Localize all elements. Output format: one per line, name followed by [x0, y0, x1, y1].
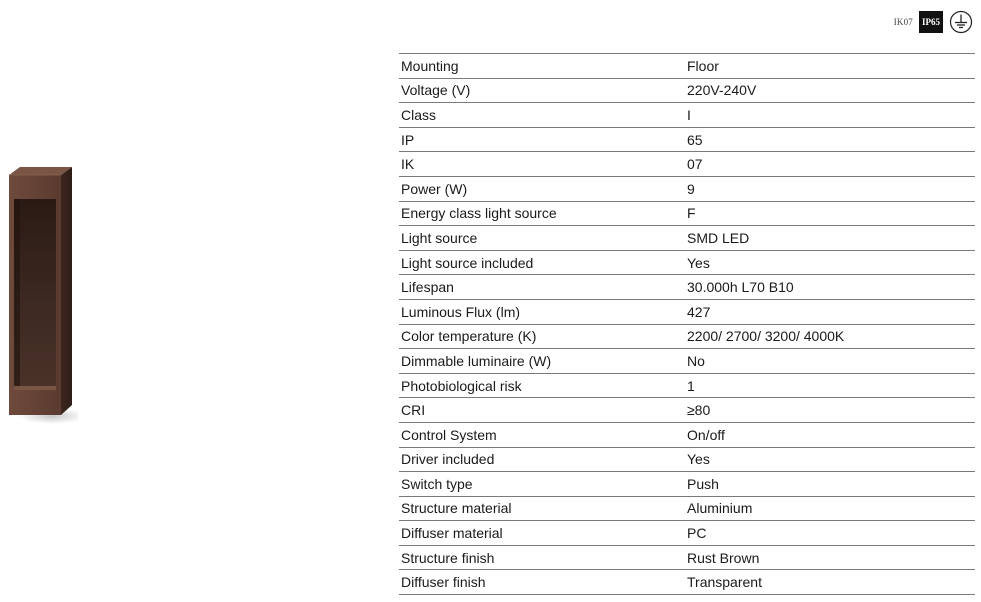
table-row	[399, 275, 975, 300]
table-row	[399, 349, 975, 374]
table-row	[399, 324, 975, 349]
spec-value: 07	[685, 152, 975, 177]
spec-value: I	[685, 103, 975, 128]
spec-label: Structure material	[399, 496, 685, 521]
table-row	[399, 299, 975, 324]
specifications-body	[399, 54, 975, 595]
protective-earth-icon	[949, 10, 973, 34]
spec-value: 1	[685, 373, 975, 398]
spec-value: F	[685, 201, 975, 226]
spec-label: Structure finish	[399, 545, 685, 570]
table-row	[399, 472, 975, 497]
spec-label: Lifespan	[399, 275, 685, 300]
table-row	[399, 250, 975, 275]
table-row	[399, 226, 975, 251]
spec-label: Switch type	[399, 472, 685, 497]
table-row	[399, 422, 975, 447]
table-row	[399, 78, 975, 103]
spec-value: 65	[685, 127, 975, 152]
spec-label: Light source included	[399, 250, 685, 275]
table-row	[399, 373, 975, 398]
table-row	[399, 545, 975, 570]
table-row	[399, 447, 975, 472]
spec-label: Photobiological risk	[399, 373, 685, 398]
spec-value: Aluminium	[685, 496, 975, 521]
certification-badges	[894, 10, 973, 34]
spec-label: Color temperature (K)	[399, 324, 685, 349]
spec-label: Control System	[399, 422, 685, 447]
spec-value: 2200/ 2700/ 3200/ 4000K	[685, 324, 975, 349]
table-row	[399, 201, 975, 226]
spec-value: PC	[685, 521, 975, 546]
spec-label: Mounting	[399, 54, 685, 79]
spec-label: Diffuser material	[399, 521, 685, 546]
spec-value: 30.000h L70 B10	[685, 275, 975, 300]
spec-label: Class	[399, 103, 685, 128]
spec-value: SMD LED	[685, 226, 975, 251]
ik-badge: IK07	[893, 17, 913, 27]
table-row	[399, 103, 975, 128]
spec-value: Yes	[685, 250, 975, 275]
table-row	[399, 127, 975, 152]
spec-value: No	[685, 349, 975, 374]
spec-label: Power (W)	[399, 176, 685, 201]
table-row	[399, 54, 975, 79]
spec-value: 427	[685, 299, 975, 324]
spec-label: Luminous Flux (lm)	[399, 299, 685, 324]
spec-label: CRI	[399, 398, 685, 423]
spec-value: Transparent	[685, 570, 975, 595]
bollard-light-image	[6, 164, 78, 426]
spec-value: Rust Brown	[685, 545, 975, 570]
spec-value: 9	[685, 176, 975, 201]
spec-value: Yes	[685, 447, 975, 472]
spec-label: Dimmable luminaire (W)	[399, 349, 685, 374]
table-row	[399, 521, 975, 546]
specifications-table	[399, 53, 975, 595]
spec-label: IP	[399, 127, 685, 152]
spec-label: Driver included	[399, 447, 685, 472]
spec-value: On/off	[685, 422, 975, 447]
table-row	[399, 176, 975, 201]
spec-value: Floor	[685, 54, 975, 79]
table-row	[399, 570, 975, 595]
table-row	[399, 398, 975, 423]
spec-label: Energy class light source	[399, 201, 685, 226]
spec-label: IK	[399, 152, 685, 177]
spec-label: Light source	[399, 226, 685, 251]
spec-label: Diffuser finish	[399, 570, 685, 595]
spec-value: ≥80	[685, 398, 975, 423]
spec-value: Push	[685, 472, 975, 497]
spec-value: 220V-240V	[685, 78, 975, 103]
ip-badge: IP65	[919, 11, 943, 33]
spec-label: Voltage (V)	[399, 78, 685, 103]
table-row	[399, 152, 975, 177]
table-row	[399, 496, 975, 521]
